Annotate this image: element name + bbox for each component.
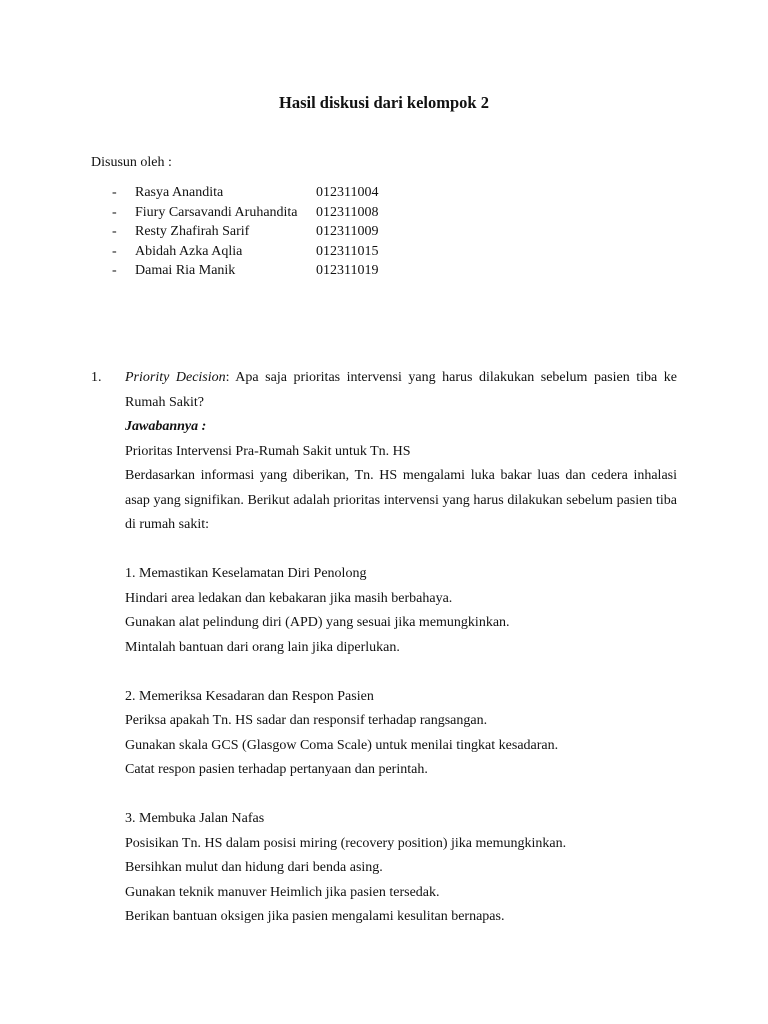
answer-intro: Berdasarkan informasi yang diberikan, Tn. HS mengalami luka bakar luas dan cedera inhalasi asap yang signifikan. Berikut adalah prioritas intervensi yang harus dilakukan sebelum pasien tiba di rumah sakit:	[125, 468, 677, 532]
spacer	[125, 538, 677, 563]
section-line: Gunakan teknik manuver Heimlich jika pasien tersedak.	[125, 884, 440, 900]
author-intro: Disusun oleh :	[91, 155, 172, 170]
section-line: Bersihkan mulut dan hidung dari benda asing.	[125, 860, 383, 875]
author-name: Resty Zhafirah Sarif	[135, 224, 250, 239]
author-id: 012311008	[316, 204, 379, 220]
spacer	[125, 660, 677, 685]
answer-heading: Prioritas Intervensi Pra-Rumah Sakit untuk Tn. HS	[125, 443, 411, 459]
author-name: Rasya Anandita	[135, 185, 224, 200]
list-bullet: -	[112, 204, 117, 220]
section-line: Gunakan alat pelindung diri (APD) yang sesuai jika memungkinkan.	[125, 615, 510, 630]
section-title: 1. Memastikan Keselamatan Diri Penolong	[125, 566, 367, 581]
section-title: 3. Membuka Jalan Nafas	[125, 811, 265, 826]
author-id: 012311015	[316, 243, 379, 259]
author-item	[112, 222, 378, 242]
section-line: Berikan bantuan oksigen jika pasien mengalami kesulitan bernapas.	[125, 909, 505, 924]
author-name: Abidah Azka Aqlia	[135, 243, 243, 259]
answer-label: Jawabannya :	[125, 419, 207, 434]
section-line: Catat respon pasien terhadap pertanyaan dan perintah.	[125, 762, 428, 777]
author-list	[112, 183, 378, 281]
section	[125, 807, 677, 930]
question-text	[125, 366, 677, 415]
author-id: 012311009	[316, 224, 379, 239]
question-number: 1.	[91, 370, 102, 385]
author-name: Fiury Carsavandi Aruhandita	[135, 204, 298, 220]
section-title: 2. Memeriksa Kesadaran dan Respon Pasien	[125, 688, 374, 704]
list-bullet: -	[112, 185, 117, 200]
author-item	[112, 242, 378, 262]
list-bullet: -	[112, 224, 117, 239]
section-line: Periksa apakah Tn. HS sadar dan responsif terhadap rangsangan.	[125, 713, 488, 728]
author-id: 012311004	[316, 185, 379, 200]
question-body	[125, 366, 677, 930]
question-prompt: : Apa saja prioritas intervensi yang harus dilakukan sebelum pasien tiba ke Rumah Sakit?	[125, 370, 677, 410]
author-item	[112, 261, 378, 281]
author-item	[112, 203, 378, 223]
list-bullet: -	[112, 263, 117, 278]
section	[125, 562, 677, 660]
spacer	[125, 783, 677, 808]
author-item	[112, 183, 378, 203]
author-id: 012311019	[316, 263, 379, 278]
section-line: Posisikan Tn. HS dalam posisi miring (recovery position) jika memungkinkan.	[125, 835, 567, 851]
section-line: Mintalah bantuan dari orang lain jika diperlukan.	[125, 639, 400, 655]
section-line: Gunakan skala GCS (Glasgow Coma Scale) untuk menilai tingkat kesadaran.	[125, 737, 559, 753]
section-line: Hindari area ledakan dan kebakaran jika masih berbahaya.	[125, 590, 453, 606]
author-name: Damai Ria Manik	[135, 263, 236, 278]
list-bullet: -	[112, 243, 117, 259]
section	[125, 685, 677, 783]
document-title: Hasil diskusi dari kelompok 2	[279, 93, 489, 112]
question-term: Priority Decision	[125, 370, 226, 385]
